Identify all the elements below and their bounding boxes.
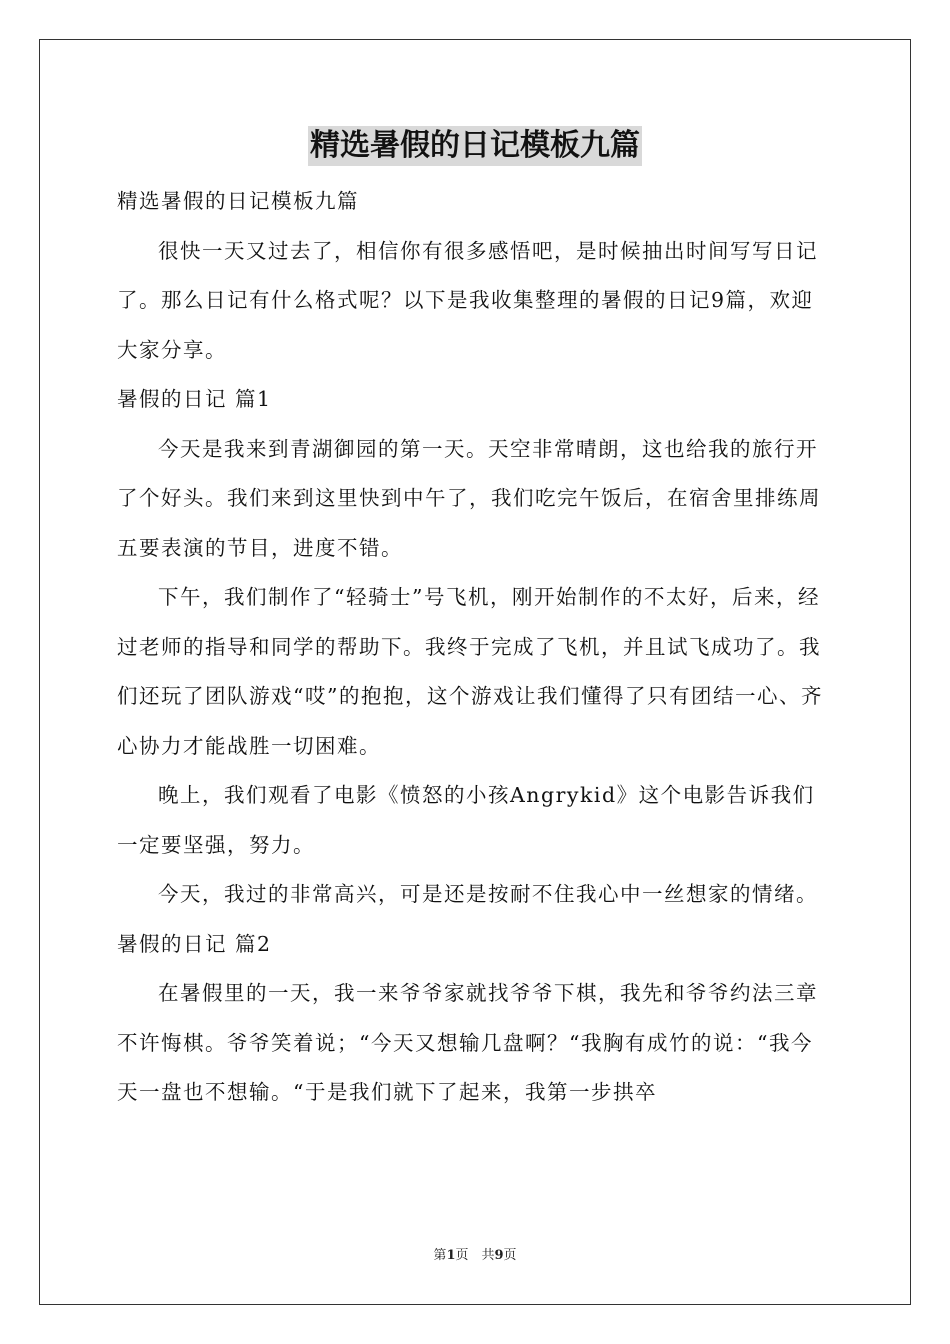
footer-mid: 页 共	[455, 1248, 495, 1263]
paragraph: 晚上，我们观看了电影《愤怒的小孩Angrykid》这个电影告诉我们一定要坚强，努力。	[117, 783, 815, 857]
page-number: 1	[446, 1248, 456, 1263]
paragraph: 精选暑假的日记模板九篇	[117, 189, 359, 213]
paragraph: 很快一天又过去了，相信你有很多感悟吧，是时候抽出时间写写日记了。那么日记有什么格式呢？以下是我收集整理的暑假的日记9篇，欢迎大家分享。	[117, 238, 818, 362]
paragraph: 在暑假里的一天，我一来爷爷家就找爷爷下棋，我先和爷爷约法三章不许悔棋。爷爷笑着说；“今天又想输几盘啊？“我胸有成竹的说：“我今天一盘也不想输。“于是我们就下了起来，我第一步拱卒	[117, 981, 818, 1104]
section-heading: 暑假的日记 篇1	[117, 387, 272, 411]
paragraph: 下午，我们制作了“轻骑士”号飞机，刚开始制作的不太好，后来，经过老师的指导和同学的帮助下。我终于完成了飞机，并且试飞成功了。我们还玩了团队游戏“哎”的抱抱，这个游戏让我们懂得了只有团结一心、齐心协力才能战胜一切困难。	[117, 585, 823, 758]
section-heading: 暑假的日记 篇2	[117, 931, 272, 956]
document-body	[117, 177, 833, 1118]
title-container	[0, 126, 950, 166]
paragraph: 今天是我来到青湖御园的第一天。天空非常晴朗，这也给我的旅行开了个好头。我们来到这里快到中午了，我们吃完午饭后，在宿舍里排练周五要表演的节目，进度不错。	[117, 436, 821, 560]
footer-prefix: 第	[433, 1248, 447, 1263]
total-pages: 9	[494, 1248, 504, 1263]
paragraph: 今天，我过的非常高兴，可是还是按耐不住我心中一丝想家的情绪。	[158, 882, 818, 906]
document-title: 精选暑假的日记模板九篇	[308, 126, 642, 166]
footer-suffix: 页	[503, 1248, 517, 1263]
page-footer	[0, 1246, 950, 1266]
